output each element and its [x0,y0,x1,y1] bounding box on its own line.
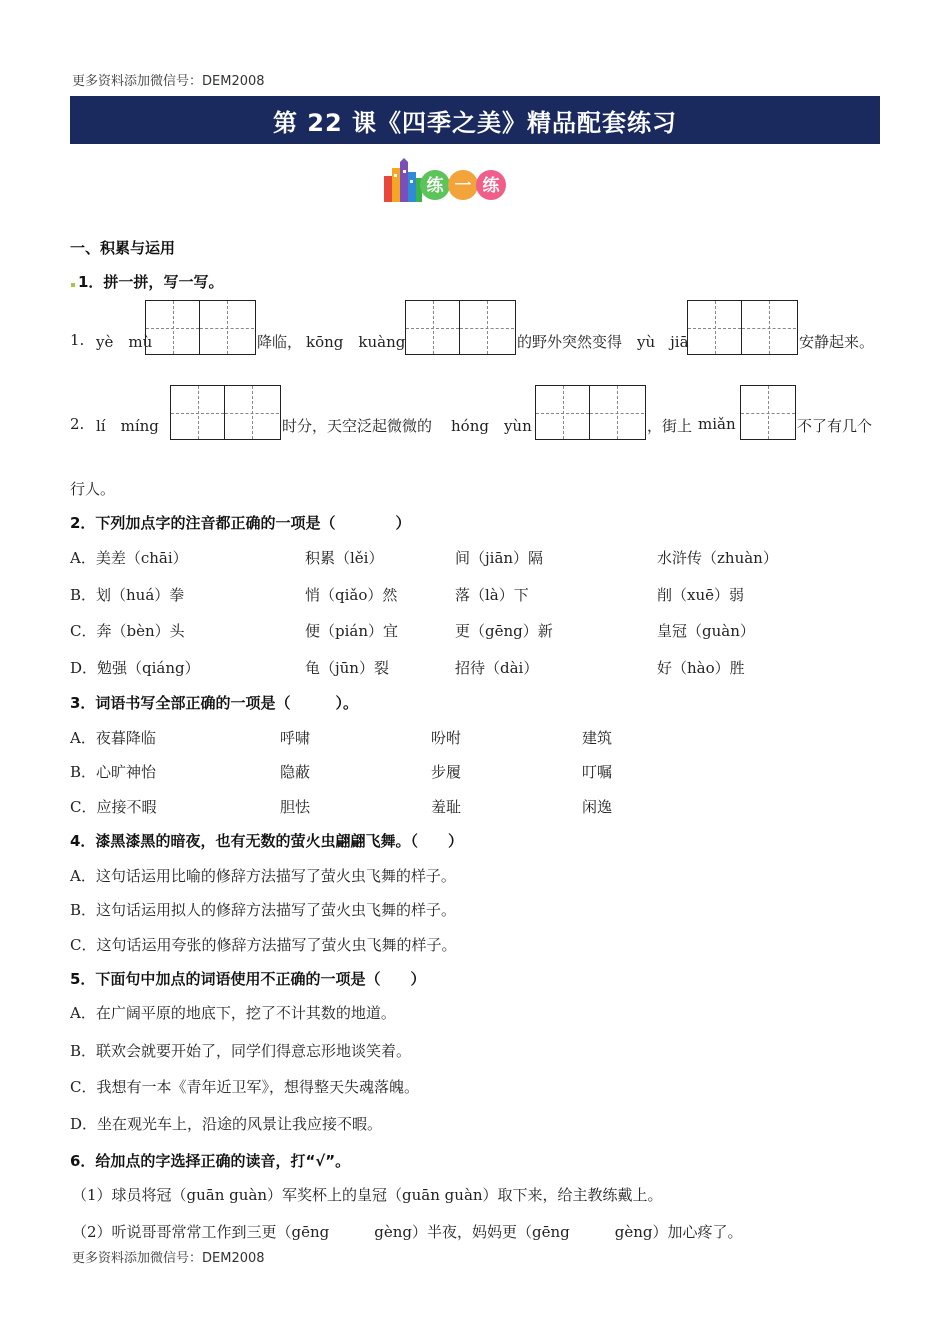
q3-option-b-1: B．心旷神怡 [70,763,157,781]
q6-item-2: （2）听说哥哥常常工作到三更（gēng gèng）半夜，妈妈更（gēng gèng）加心疼了。 [72,1223,743,1241]
q3-option-c-4: 闲逸 [582,798,613,816]
q4-option-a: A．这句话运用比喻的修辞方法描写了萤火虫飞舞的样子。 [70,867,456,885]
q1-line2-text1: 时分，天空泛起微微的 [282,417,433,435]
q3-title: 3．词语书写全部正确的一项是（ ）。 [70,694,358,712]
q2-option-d-2: 龟（jūn）裂 [305,659,389,677]
badge-char-3: 练 [482,176,500,196]
q2-option-b-2: 悄（qiǎo）然 [305,586,398,604]
writing-grid[interactable] [687,300,798,355]
practice-badge [382,158,512,204]
q2-option-b-4: 削（xuē）弱 [657,586,744,604]
q3-option-b-4: 叮嘱 [582,763,613,781]
q4-option-b: B．这句话运用拟人的修辞方法描写了萤火虫飞舞的样子。 [70,901,457,919]
q2-option-a-1: A．美差（chāi） [70,549,188,567]
header-note: 更多资料添加微信号：DEM2008 [72,74,265,89]
q1-line1-pinyin3: yù jiā [637,333,689,351]
writing-grid[interactable] [170,385,281,440]
q2-option-a-2: 积累（lěi） [305,549,384,567]
q2-option-c-4: 皇冠（guàn） [657,622,755,640]
q3-option-c-3: 羞耻 [431,798,462,816]
q2-option-c-2: 便（pián）宜 [305,622,399,640]
q1-line1-pinyin1: yè mù [96,333,153,351]
badge-char-1: 练 [426,176,444,196]
q2-option-b-1: B．划（huá）拳 [70,586,185,604]
q1-line2-pinyin2: hóng yùn [451,417,532,435]
q3-option-b-3: 步履 [431,763,462,781]
q1-title: 1．拼一拼，写一写。 [78,273,224,291]
q3-option-b-2: 隐蔽 [280,763,311,781]
q2-option-b-3: 落（là）下 [455,586,529,604]
q5-option-d: D．坐在观光车上，沿途的风景让我应接不暇。 [70,1115,383,1133]
q3-option-a-2: 呼啸 [280,729,311,747]
q2-option-c-3: 更（gēng）新 [455,622,553,640]
footer-note: 更多资料添加微信号：DEM2008 [72,1251,265,1266]
badge-char-2: 一 [454,176,472,196]
q1-line1-text2: 的野外突然变得 [517,333,623,351]
q1-line1-pinyin2: kōng kuàng [306,333,406,351]
q1-line2-number: 2. [70,415,85,433]
writing-grid[interactable] [145,300,256,355]
q2-option-d-4: 好（hào）胜 [657,659,745,677]
q3-option-c-2: 胆怯 [280,798,311,816]
q1-line1-number: 1. [70,331,85,349]
q2-option-a-3: 间（jiān）隔 [455,549,544,567]
q5-option-a: A．在广阔平原的地底下，挖了不计其数的地道。 [70,1004,396,1022]
q5-option-b: B．联欢会就要开始了，同学们得意忘形地谈笑着。 [70,1042,412,1060]
q1-line2-text3: 不了有几个 [797,417,873,435]
q3-option-a-4: 建筑 [582,729,613,747]
decorative-dot [71,283,75,287]
q1-line2-pinyin1: lí míng [96,417,159,435]
q6-item-1: （1）球员将冠（guān guàn）军奖杯上的皇冠（guān guàn）取下来，给主教练戴上。 [72,1186,663,1204]
q2-option-d-1: D．勉强（qiáng） [70,659,200,677]
q5-title: 5．下面句中加点的词语使用不正确的一项是（ ） [70,970,426,988]
q4-title: 4．漆黑漆黑的暗夜，也有无数的萤火虫翩翩飞舞。（ ） [70,832,463,850]
writing-grid[interactable] [405,300,516,355]
q1-line1-text1: 降临， [257,333,303,351]
buildings-icon [384,158,422,202]
q4-option-c: C．这句话运用夸张的修辞方法描写了萤火虫飞舞的样子。 [70,936,457,954]
section-heading: 一、积累与运用 [70,239,176,257]
q1-line2-continued: 行人。 [70,480,116,498]
q2-option-d-3: 招待（dài） [455,659,539,677]
q2-option-a-4: 水浒传（zhuàn） [657,549,778,567]
q1-line2-text2: ，街上 [647,417,693,435]
q6-title: 6．给加点的字选择正确的读音，打“√”。 [70,1152,351,1170]
writing-grid[interactable] [740,385,796,440]
q3-option-c-1: C．应接不暇 [70,798,157,816]
q5-option-c: C．我想有一本《青年近卫军》，想得整天失魂落魄。 [70,1078,419,1096]
page-title: 第 22 课《四季之美》精品配套练习 [70,96,880,144]
writing-grid[interactable] [535,385,646,440]
q2-title: 2．下列加点字的注音都正确的一项是（ ） [70,514,411,532]
q1-line1-text3: 安静起来。 [799,333,875,351]
q2-option-c-1: C．奔（bèn）头 [70,622,185,640]
q3-option-a-1: A．夜暮降临 [70,729,156,747]
q1-line2-pinyin3: miǎn [698,415,736,433]
q3-option-a-3: 吩咐 [431,729,462,747]
